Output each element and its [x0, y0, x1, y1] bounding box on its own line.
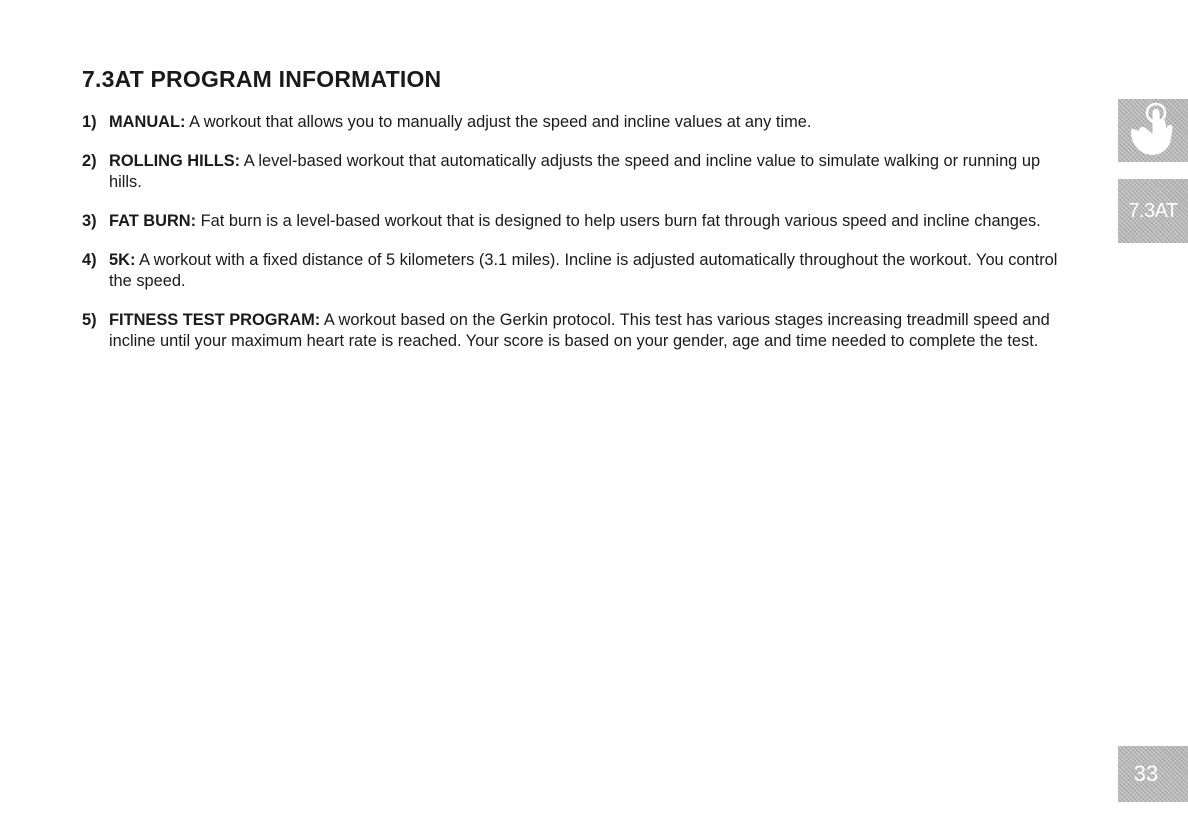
item-number: 5)	[82, 311, 97, 329]
program-item-manual	[82, 112, 1067, 133]
page-number: 33	[1133, 761, 1159, 786]
item-name: MANUAL:	[109, 113, 186, 131]
item-description: A workout that allows you to manually adjust the speed and incline values at any time.	[185, 113, 812, 131]
program-item-fitness-test	[82, 310, 1067, 352]
item-number: 2)	[82, 152, 97, 170]
page-number-tab	[1118, 746, 1188, 802]
item-description: A workout with a fixed distance of 5 kilometers (3.1 miles). Incline is adjusted automatically throughout the workout. You control the speed.	[109, 251, 1058, 290]
program-item-5k	[82, 250, 1067, 292]
item-name: 5K:	[109, 251, 136, 269]
item-name: FAT BURN:	[109, 212, 197, 230]
item-description: A level-based workout that automatically adjusts the speed and incline value to simulate walking or running up hills.	[109, 152, 1041, 191]
item-number: 3)	[82, 212, 97, 230]
touch-icon-tab	[1118, 99, 1188, 162]
item-number: 4)	[82, 251, 97, 269]
page-title: 7.3AT PROGRAM INFORMATION	[82, 66, 442, 92]
item-description: A workout based on the Gerkin protocol. This test has various stages increasing treadmill speed and incline until your maximum heart rate is reached. Your score is based on your gender, age and time needed to complete the test.	[109, 311, 1050, 350]
program-item-fat-burn	[82, 211, 1067, 232]
section-tab	[1118, 179, 1188, 243]
item-name: ROLLING HILLS:	[109, 152, 241, 170]
touch-hand-icon	[1118, 99, 1188, 162]
item-number: 1)	[82, 113, 97, 131]
program-item-rolling-hills	[82, 151, 1067, 193]
section-label: 7.3AT	[1128, 199, 1178, 222]
item-description: Fat burn is a level-based workout that is designed to help users burn fat through various speed and incline changes.	[196, 212, 1041, 230]
item-name: FITNESS TEST PROGRAM:	[109, 311, 321, 329]
program-list	[82, 112, 1067, 370]
